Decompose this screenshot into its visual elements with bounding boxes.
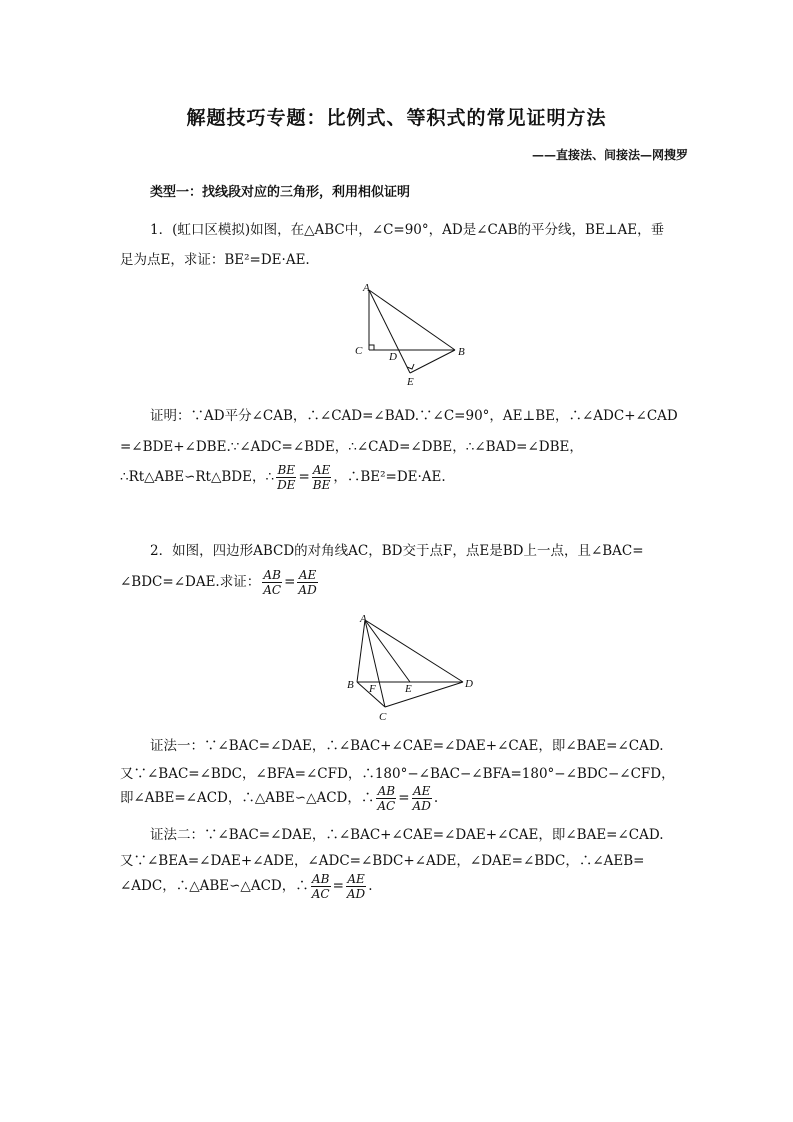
- method1-line2: 又∵∠BAC=∠BDC，∠BFA=∠CFD，∴180°−∠BAC−∠BFA=180°−∠BDC−∠CFD，: [120, 766, 675, 782]
- fig2-label-e: E: [405, 683, 412, 695]
- fig1-label-e: E: [407, 376, 414, 388]
- fig2-label-c: C: [379, 711, 387, 723]
- proof1-line3-pre: ∴Rt△ABE∽Rt△BDE，∴: [120, 469, 275, 485]
- page-subtitle: ——直接法、间接法—网搜罗: [531, 148, 688, 162]
- proof1-line2: =∠BDE+∠DBE.∵∠ADC=∠BDE，∴∠CAD=∠DBE，∴∠BAD=∠DBE，: [120, 439, 583, 455]
- method2-line2: 又∵∠BEA=∠DAE+∠ADE，∠ADC=∠BDC+∠ADE，∠DAE=∠BDC，∴∠AEB=: [120, 853, 645, 869]
- fraction-ae-ad-m1: $\frac{AE}{AD}$: [412, 784, 431, 813]
- fraction-be-de: $\frac{BE}{DE}$: [277, 463, 296, 492]
- figure-1: [350, 280, 480, 390]
- section-heading: 类型一：找线段对应的三角形，利用相似证明: [150, 185, 411, 200]
- method1-line1: 证法一：∵∠BAC=∠DAE，∴∠BAC+∠CAE=∠DAE+∠CAE，即∠BAE=∠CAD.: [150, 738, 664, 754]
- fig1-label-c: C: [355, 345, 363, 357]
- fraction-ab-ac: $\frac{AB}{AC}$: [263, 568, 282, 597]
- fig1-label-b: B: [458, 346, 465, 358]
- method2-line3: ∠ADC，∴△ABE∽△ACD，∴ $\frac{AB}{AC}$ = $\frac{AE}{AD}$ .: [120, 872, 373, 901]
- problem1-line2: 足为点E，求证：BE²=DE·AE.: [120, 252, 310, 268]
- proof1-line3-post: ，∴BE²=DE·AE.: [333, 469, 446, 485]
- fig1-label-a: A: [363, 282, 370, 294]
- fraction-ae-ad-m2: $\frac{AE}{AD}$: [346, 872, 366, 901]
- fig2-label-f: F: [369, 683, 376, 695]
- problem2-line2: ∠BDC=∠DAE.求证： $\frac{AB}{AC}$ = $\frac{AE}{AD}$: [120, 568, 317, 597]
- fraction-ab-ac-m1: $\frac{AB}{AC}$: [377, 784, 396, 813]
- fraction-ae-ad: $\frac{AE}{AD}$: [298, 568, 317, 597]
- fig2-label-a: A: [360, 613, 367, 625]
- fraction-ab-ac-m2: $\frac{AB}{AC}$: [311, 872, 330, 901]
- fig1-label-d: D: [389, 351, 397, 363]
- proof1-line3: ∴Rt△ABE∽Rt△BDE，∴ $\frac{BE}{DE}$ = $\frac{AE}{BE}$ ，∴BE²=DE·AE.: [120, 463, 446, 492]
- fraction-ae-be: $\frac{AE}{BE}$: [312, 463, 331, 492]
- method2-line1: 证法二：∵∠BAC=∠DAE，∴∠BAC+∠CAE=∠DAE+∠CAE，即∠BAE=∠CAD.: [150, 827, 664, 843]
- method1-line3: 即∠ABE=∠ACD，∴△ABE∽△ACD，∴ $\frac{AB}{AC}$ = $\frac{AE}{AD}$ .: [120, 784, 439, 813]
- figure-2: [340, 610, 490, 725]
- fig2-label-d: D: [465, 678, 473, 690]
- problem1-line1: 1．(虹口区模拟)如图，在△ABC中，∠C=90°，AD是∠CAB的平分线，BE⊥AE，垂: [150, 222, 665, 238]
- proof1-line1: 证明：∵AD平分∠CAB，∴∠CAD=∠BAD.∵∠C=90°，AE⊥BE，∴∠ADC+∠CAD: [150, 408, 678, 424]
- page-title: 解题技巧专题：比例式、等积式的常见证明方法: [186, 107, 607, 129]
- problem2-line1: 2．如图，四边形ABCD的对角线AC，BD交于点F，点E是BD上一点，且∠BAC=: [150, 543, 644, 559]
- fig2-label-b: B: [347, 679, 354, 691]
